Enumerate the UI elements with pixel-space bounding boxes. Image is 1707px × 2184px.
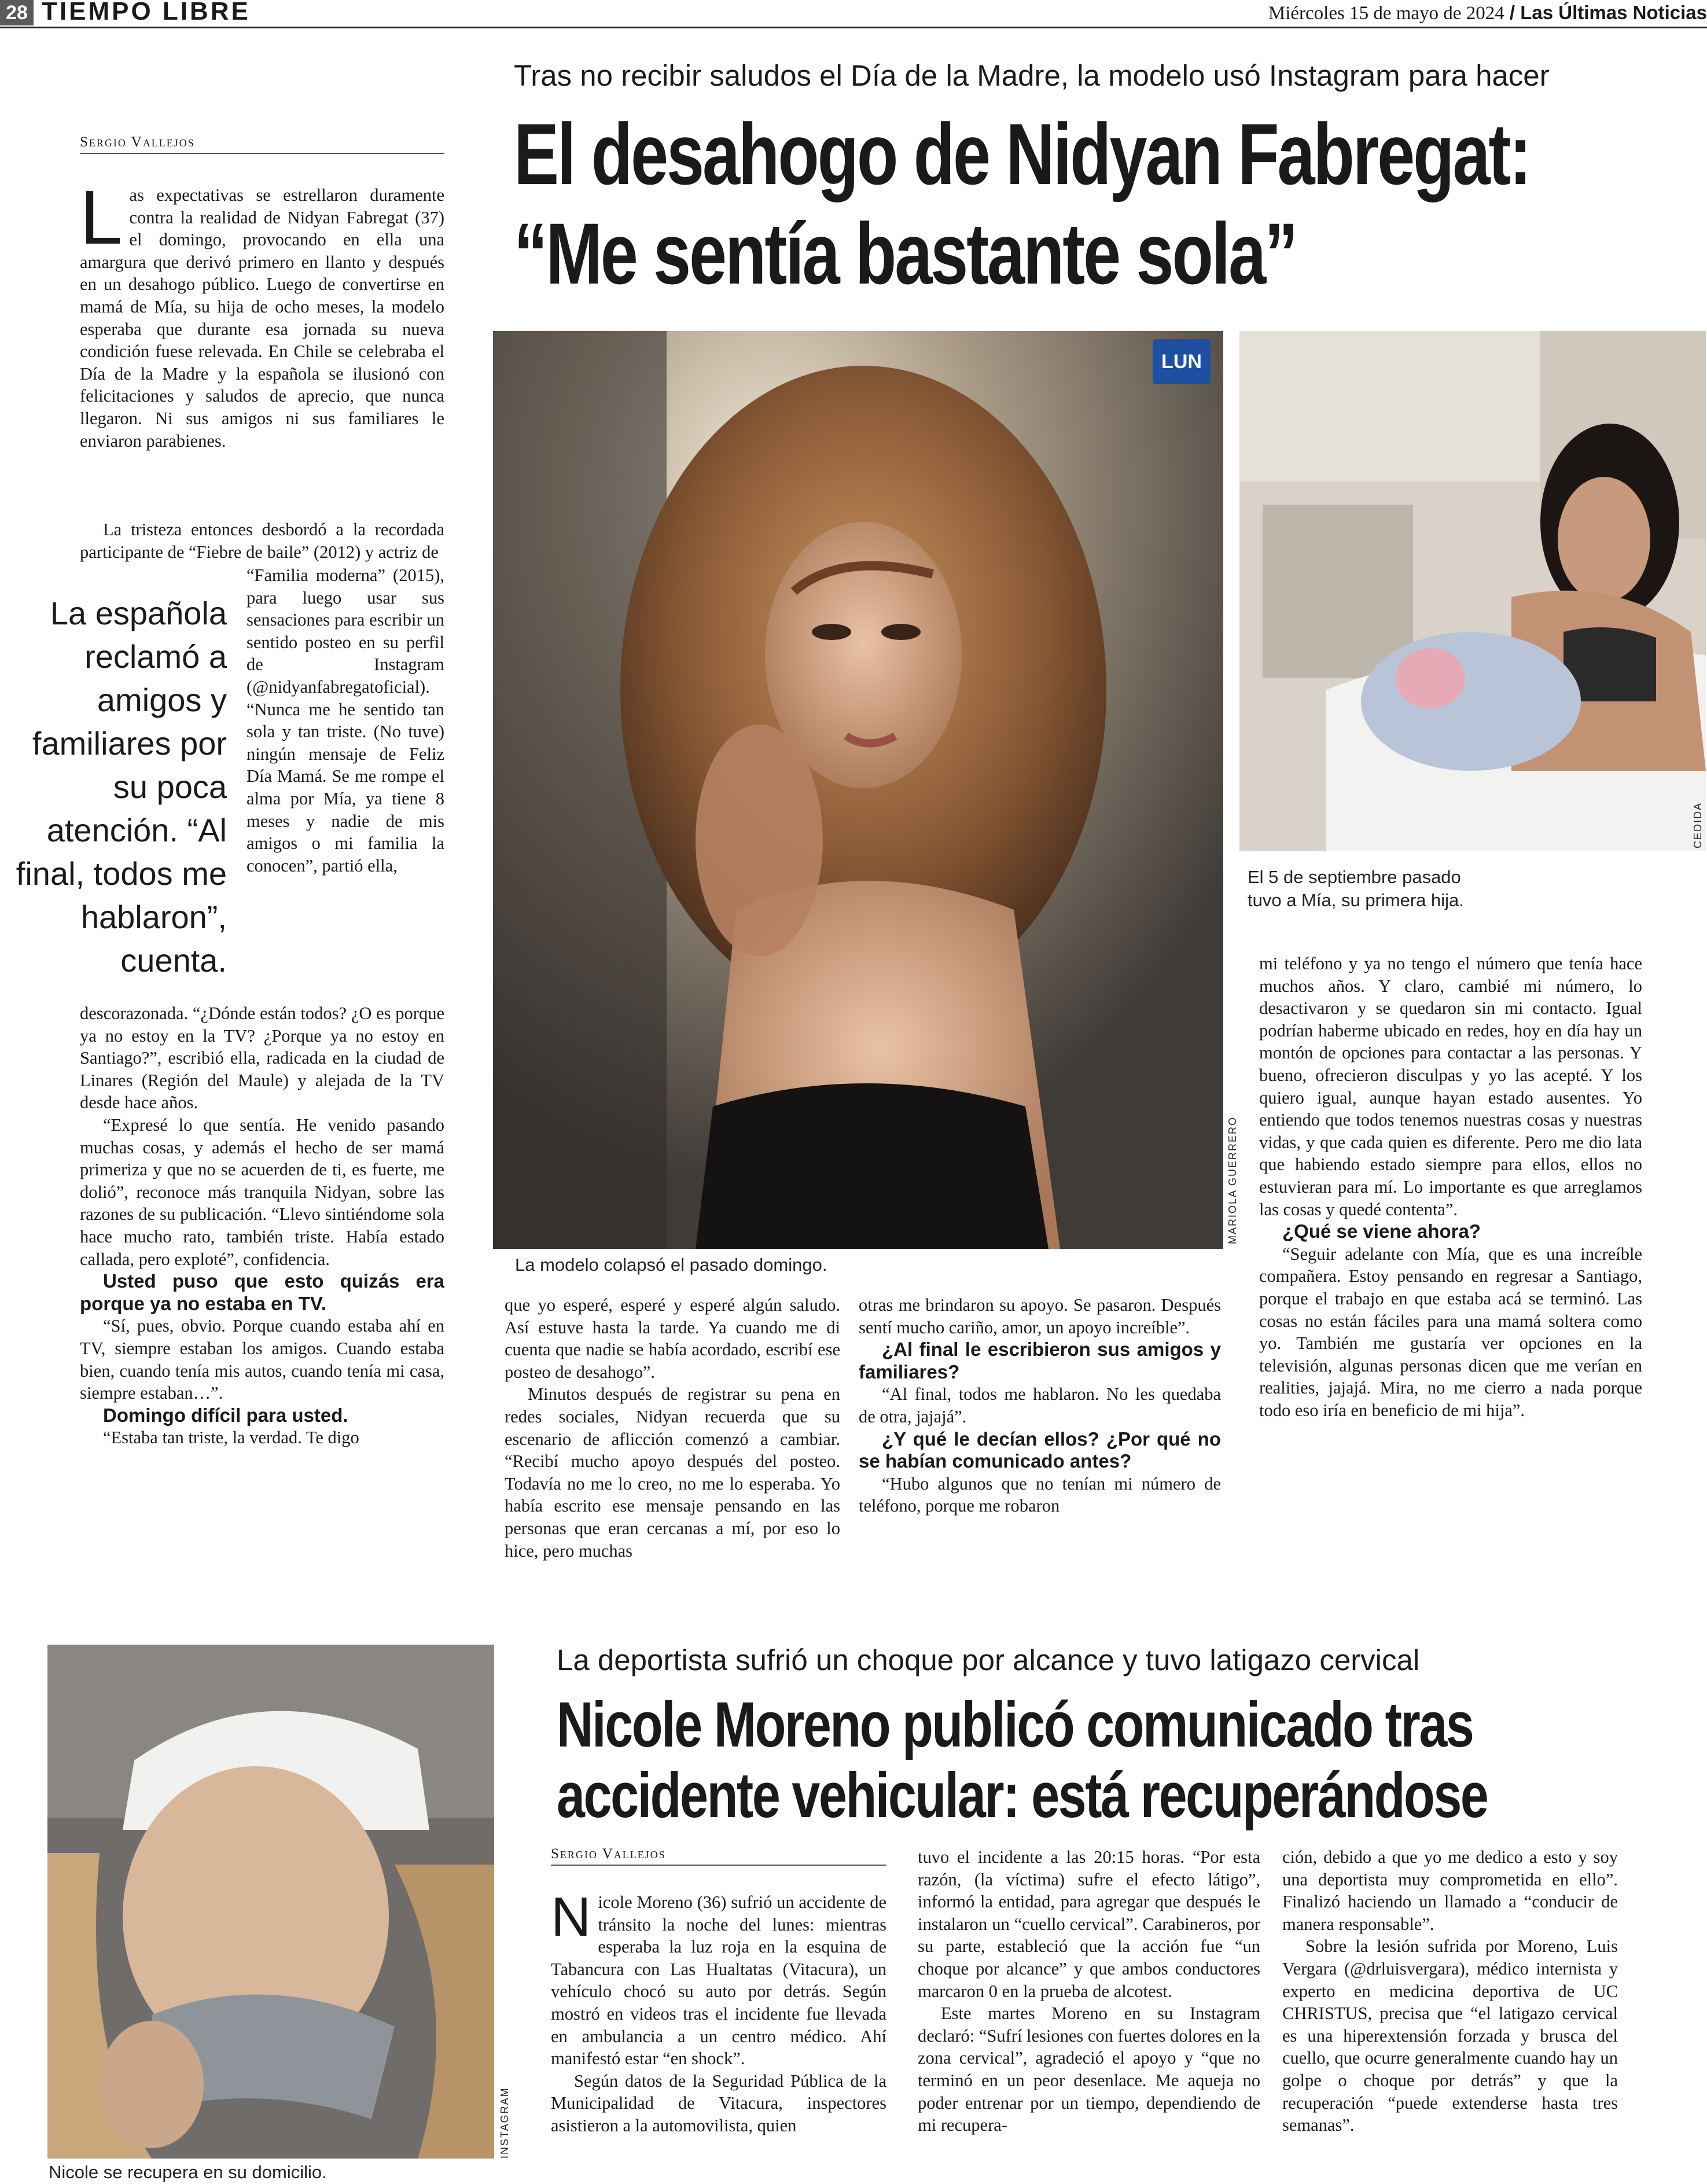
mother-baby-image (1239, 331, 1706, 851)
article1-col1-p2a: “Familia moderna” (2015), para luego usar sus sensaciones para escribir un sentido posteo en su perfil de Instagram (@nidyanfabregatoficial). “Nunca me he sentido tan sola y tan triste. (No tuve) ningún mensaje de Feliz Día Mamá. Se me rompe el alma por Mía, ya tiene 8 meses y nadie de mis amigos o mi familia la conocen”, partió ella, (247, 565, 444, 876)
page-number: 28 (0, 0, 34, 25)
main-photo-caption: La modelo colapsó el pasado domingo. (515, 1255, 827, 1275)
article1-col1-question1: Usted puso que esto quizás era porque ya no estaba en TV. (80, 1270, 444, 1314)
article2-col2-p1: tuvo el incidente a las 20:15 horas. “Por esta razón, (la víctima) sufre el efecto látigo”, informó la entidad, para agregar que después le instalaron un “cuello cervical”. Carabineros, por su parte, estableció que la acción fue “un choque por alcance” y que ambos conductores marcaron 0 en la prueba de alcotest. (918, 1847, 1260, 2001)
article1-col2-p1: que yo esperé, esperé y esperé algún saludo. Así estuve hasta la tarde. Ya cuando me di cuenta que nadie se había acordado, escribí ese posteo de desahogo”. (505, 1295, 840, 1382)
article1-side-photo (1239, 331, 1706, 851)
article1-col3-question1: ¿Al final le escribieron sus amigos y familiares? (859, 1339, 1221, 1383)
article1-col3-p3: “Hubo algunos que no tenían mi número de teléfono, porque me robaron (859, 1473, 1221, 1516)
article2-kicker: La deportista sufrió un choque por alcance y tuvo latigazo cervical (557, 1643, 1420, 1676)
article1-col1-p2a-head: La tristeza entonces desbordó a la recordada participante de “Fiebre de baile” (2012) y actriz de (80, 520, 444, 562)
article2-col3 (1282, 1846, 1618, 2137)
article2-col1-p2: Según datos de la Seguridad Pública de la Municipalidad de Vitacura, inspectores asistieron a la automovilista, quien (551, 2071, 886, 2135)
article2-photo-credit: INSTAGRAM (499, 2087, 510, 2159)
side-photo-caption-line2: tuvo a Mía, su primera hija. (1248, 890, 1464, 910)
article2-col1-p1: icole Moreno (36) sufrió un accidente de tránsito la noche del lunes: mientras esperaba la luz roja en la esquina de Tabancura con Las Hualtatas (Vitacura), un vehículo chocó su auto por detrás. Según mostró en videos tras el incidente fue llevada en ambulancia a un centro médico. Ahí manifestó estar “en shock”. (551, 1892, 886, 2069)
article1-col4-p1: mi teléfono y ya no tengo el número que tenía hace muchos años. Y claro, cambié mi número, lo desactivaron y se quedaron sin mi contacto. Igual podrían haberme ubicado en redes, hoy en día hay un montón de opciones para contactar a las personas. Y bueno, ofrecieron disculpas y yo las acepté. Y los quiero igual, aunque hayan estado ausentes. Yo entiendo que todos tenemos nuestras cosas y nuestras vidas, y que cada quien es diferente. Pero me dio lata que habiendo estado siempre para ellos, ellos no estuvieran para mí. Lo importante es que arreglamos las cosas y quedé contenta”. (1259, 954, 1642, 1219)
athlete-selfie-image (47, 1645, 494, 2159)
newspaper-name: Las Últimas Noticias (1520, 2, 1707, 23)
article1-col1-p2b: descorazonada. “¿Dónde están todos? ¿O es porque ya no estoy en la TV? ¿Porque ya no estoy en Santiago?”, escribió ella, radicada en la ciudad de Linares (Región del Maule) y alejada de la TV desde hace años. (80, 1003, 444, 1113)
article1-col1-top (80, 175, 444, 452)
article2-col3-p2: Sobre la lesión sufrida por Moreno, Luis Vergara (@drluisvergara), médico internista y experto en medicina deportiva de UC CHRISTUS, precisa que “el latigazo cervical es una hiperextensión forzada y brusca del cuello, que ocurre generalmente cuando hay un golpe o choque por detrás” y que la recuperación “puede extenderse hasta tres semanas”. (1282, 1936, 1618, 2135)
article1-col1-p1: as expectativas se estrellaron duramente contra la realidad de Nidyan Fabregat (37) el domingo, provocando en ella una amargura que derivó primero en llanto y después en un desahogo público. Luego de convertirse en mamá de Mía, su hija de ocho meses, la modelo esperaba que durante esa jornada su nueva condición fuese relevada. En Chile se celebraba el Día de la Madre y la española se ilusionó con felicitaciones y saludos de aprecio, que nunca llegaron. Ni sus amigos ni sus familiares le enviaron parabienes. (80, 185, 444, 451)
article2-headline (557, 1689, 1488, 1831)
article1-pull-quote: La española reclamó a amigos y familiares por su poca atención. “Al final, todos me hablaron”, cuenta. (16, 595, 227, 979)
article1-col2 (505, 1294, 840, 1562)
article1-headline-line2: “Me sentía bastante sola” (514, 205, 1297, 302)
article2-col1 (551, 1886, 886, 2137)
article1-byline: Sergio Vallejos (80, 134, 444, 154)
article1-col1-mid-narrow (247, 564, 444, 877)
article1-col3 (859, 1294, 1221, 1517)
side-photo-caption (1248, 866, 1699, 912)
article1-col2-p2: Minutos después de registrar su pena en redes sociales, Nidyan recuerda que su escenario de aflicción comenzó a cambiar. “Recibí mucho apoyo después del posteo. Todavía no me lo creo, no me lo esperaba. Yo había escrito ese mensaje pensando en las personas que eran cercanas a mí, por eso lo hice, pero muchas (505, 1384, 840, 1561)
article1-dropcap: L (80, 175, 123, 260)
article2-col2 (918, 1846, 1260, 2137)
section-title: TIEMPO LIBRE (42, 0, 251, 25)
header-rule (0, 27, 1707, 28)
article2-dropcap: N (551, 1886, 591, 1948)
model-portrait-image (493, 331, 1223, 1249)
article1-kicker: Tras no recibir saludos el Día de la Madre, la modelo usó Instagram para hacer (514, 59, 1550, 92)
article1-headline (514, 104, 1531, 303)
article1-col3-p1: otras me brindaron su apoyo. Se pasaron. Después sentí mucho cariño, amor, un apoyo increíble”. (859, 1295, 1221, 1337)
article2-headline-line2: accidente vehicular: está recuperándose (557, 1760, 1488, 1831)
article2-byline: Sergio Vallejos (551, 1846, 886, 1866)
article1-col3-question2: ¿Y qué le decían ellos? ¿Por qué no se habían comunicado antes? (859, 1428, 1221, 1472)
article1-col4-question1: ¿Qué se viene ahora? (1282, 1220, 1481, 1242)
article1-col1-p5: “Estaba tan triste, la verdad. Te digo (103, 1428, 359, 1448)
article2-col2-p2: Este martes Moreno en su Instagram declaró: “Sufrí lesiones con fuertes dolores en la zona cervical”, agradeció el apoyo y “que no terminó en un peor desenlace. Me aqueja no poder entrenar por un tiempo, dependiendo de mi recupera- (918, 2003, 1260, 2135)
main-photo-credit: MARIOLA GUERRERO (1227, 1116, 1238, 1244)
article1-col4-p2: “Seguir adelante con Mía, que es una increíble compañera. Estoy pensando en regresar a Santiago, porque el trabajo en que estaba acá se terminó. Las cosas no están fáciles para una mamá soltera como yo. También me gustaría ver opciones en la televisión, algunas personas dicen que me verían en realities, jajajá. Mira, no me cierro a nada porque todo eso iría en beneficio de mi hija”. (1259, 1244, 1642, 1420)
dateline-separator: / (1509, 2, 1515, 23)
article2-photo-caption: Nicole se recupera en su domicilio. (49, 2162, 327, 2182)
article1-col1-bottom (80, 1002, 444, 1449)
dateline (1268, 1, 1707, 25)
side-photo-caption-line1: El 5 de septiembre pasado (1248, 867, 1461, 887)
article1-col1-question2: Domingo difícil para usted. (103, 1404, 348, 1426)
issue-date: Miércoles 15 de mayo de 2024 (1268, 3, 1504, 24)
article2-headline-line1: Nicole Moreno publicó comunicado tras (557, 1689, 1473, 1760)
article2-photo (47, 1645, 494, 2159)
article1-col3-p2: “Al final, todos me hablaron. No les quedaba de otra, jajajá”. (859, 1384, 1221, 1426)
side-photo-credit: CEDIDA (1692, 801, 1704, 848)
article2-col3-p1: ción, debido a que yo me dedico a esto y soy una deportista muy comprometida en ello”. Finalizó haciendo un llamado a “conducir de manera responsable”. (1282, 1847, 1618, 1934)
article1-main-photo (493, 331, 1223, 1249)
article1-headline-line1: El desahogo de Nidyan Fabregat: (514, 105, 1531, 203)
lun-logo: LUN (1153, 339, 1211, 384)
article1-col4 (1259, 953, 1642, 1421)
article1-col1-p3: “Expresé lo que sentía. He venido pasando muchas cosas, y además el hecho de ser mamá primeriza y que no se acuerden de ti, es fuerte, me dolió”, reconoce más tranquila Nidyan, sobre las razones de su publicación. “Llevo sintiéndome sola hace mucho rato, también triste. Había estado callada, pero exploté”, confidencia. (80, 1115, 444, 1269)
article1-col1-p4: “Sí, pues, obvio. Porque cuando estaba ahí en TV, siempre estaban los amigos. Cuando estaba bien, cuando tenía mis autos, cuando tenía mi casa, siempre estaban…”. (80, 1316, 444, 1403)
